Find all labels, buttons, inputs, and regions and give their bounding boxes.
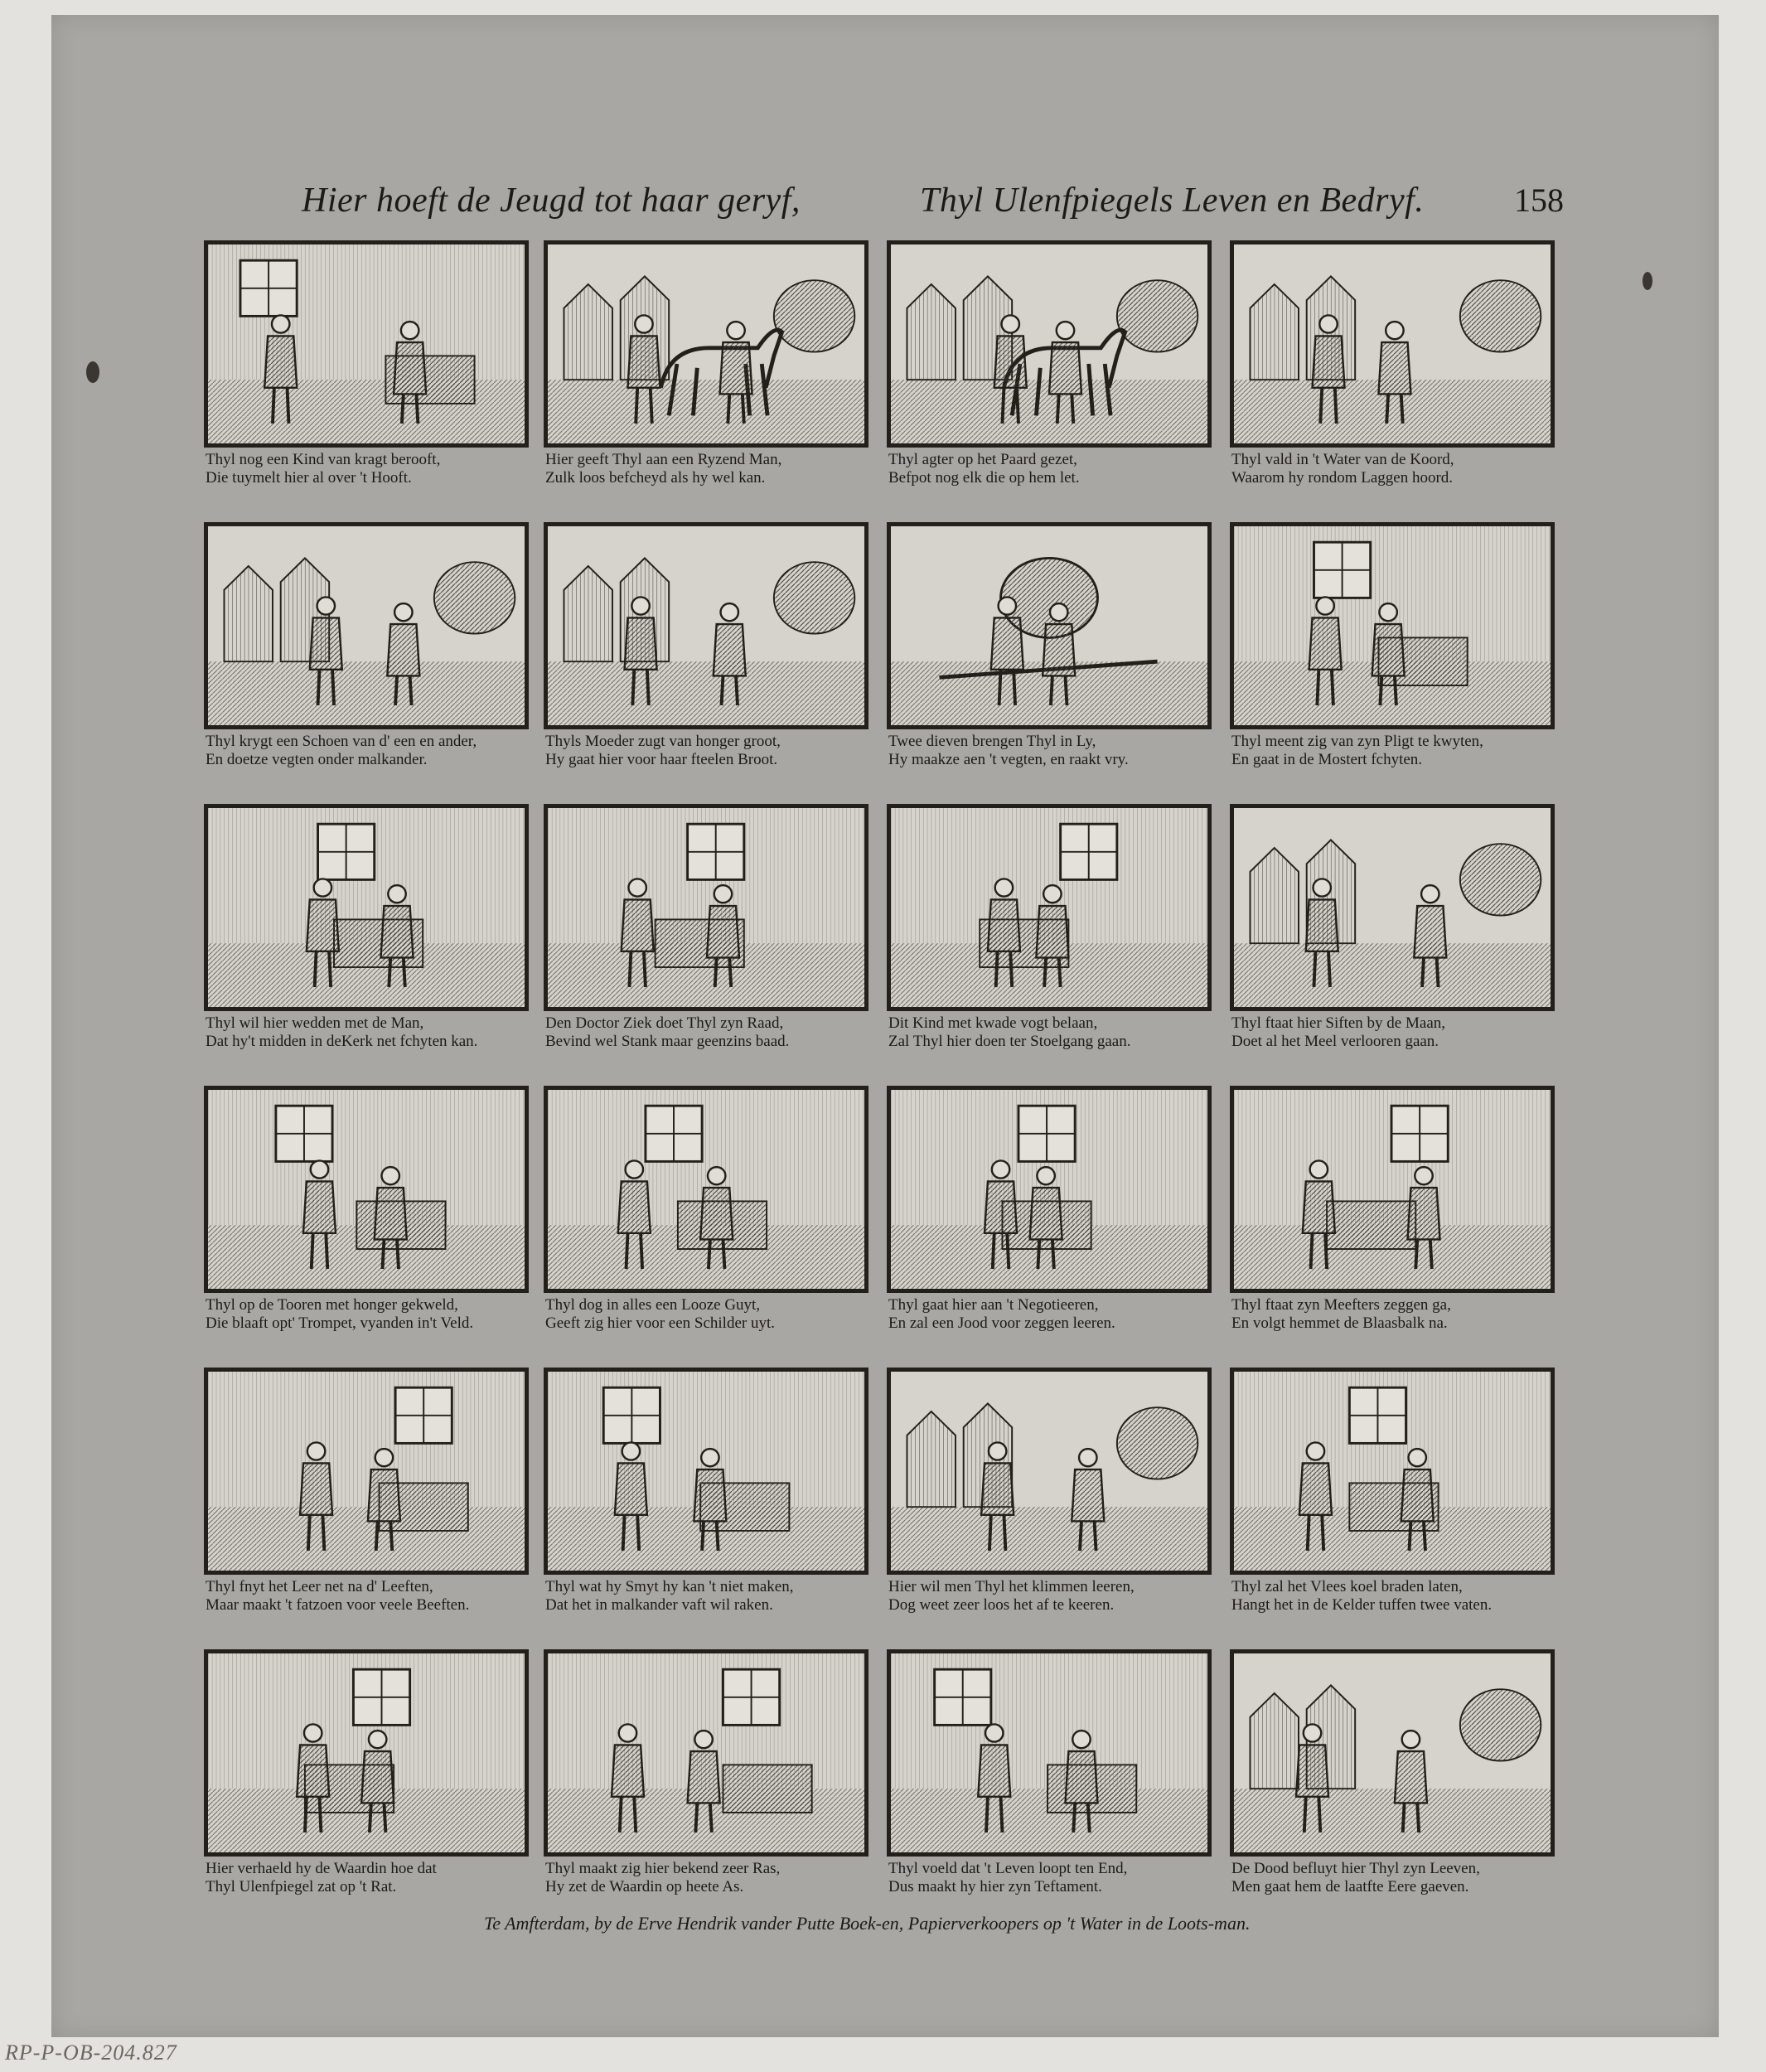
- woodcut-panel: [204, 240, 529, 506]
- caption-line-1: Thyl meent zig van zyn Pligt te kwyten,: [1231, 733, 1483, 750]
- panel-caption: [1231, 1296, 1580, 1333]
- panel-caption: [545, 1578, 893, 1615]
- caption-line-2: Zulk loos befcheyd als hy wel kan.: [545, 469, 766, 487]
- caption-line-1: Thyl agter op het Paard gezet,: [888, 451, 1077, 468]
- ink-blot: [86, 361, 99, 383]
- caption-line-1: Thyl vald in 't Water van de Koord,: [1231, 451, 1454, 468]
- woodcut-panel: [887, 1086, 1212, 1351]
- woodcut-illustration: [204, 1649, 529, 1857]
- woodcut-panel: [204, 522, 529, 787]
- caption-line-2: Waarom hy rondom Laggen hoord.: [1231, 469, 1454, 487]
- panel-caption: [888, 1578, 1236, 1615]
- panel-caption: [545, 451, 893, 487]
- woodcut-panel: [204, 1649, 529, 1915]
- caption-line-2: Dat hy't midden in deKerk net fchyten kan.: [206, 1033, 478, 1050]
- caption-line-2: En gaat in de Mostert fchyten.: [1231, 751, 1423, 768]
- panel-caption: [206, 1860, 554, 1896]
- woodcut-illustration: [887, 1649, 1212, 1857]
- woodcut-panel: [887, 804, 1212, 1069]
- catalog-number: RP-P-OB-204.827: [5, 2041, 177, 2065]
- woodcut-illustration: [204, 522, 529, 729]
- panel-caption: [206, 1296, 554, 1333]
- woodcut-illustration: [544, 1086, 868, 1293]
- woodcut-panel: [204, 804, 529, 1069]
- woodcut-illustration: [544, 1649, 868, 1857]
- caption-line-1: Hier wil men Thyl het klimmen leeren,: [888, 1578, 1135, 1595]
- woodcut-panel: [544, 522, 868, 787]
- caption-line-1: Hier verhaeld hy de Waardin hoe dat: [206, 1860, 437, 1877]
- caption-line-1: Dit Kind met kwade vogt belaan,: [888, 1014, 1098, 1032]
- woodcut-illustration: [544, 240, 868, 448]
- woodcut-panel: [887, 1649, 1212, 1915]
- woodcut-illustration: [887, 522, 1212, 729]
- woodcut-panel: [1230, 804, 1555, 1069]
- woodcut-panel: [544, 1649, 868, 1915]
- woodcut-illustration: [544, 522, 868, 729]
- caption-line-2: Hy maakze aen 't vegten, en raakt vry.: [888, 751, 1129, 768]
- woodcut-panel: [1230, 1649, 1555, 1915]
- woodcut-illustration: [887, 1368, 1212, 1575]
- woodcut-illustration: [1230, 804, 1555, 1011]
- print-sheet: [51, 15, 1719, 2037]
- caption-line-1: Thyl zal het Vlees koel braden laten,: [1231, 1578, 1463, 1595]
- panel-caption: [888, 1296, 1236, 1333]
- woodcut-illustration: [204, 804, 529, 1011]
- caption-line-2: Maar maakt 't fatzoen voor veele Beeften.: [206, 1596, 470, 1614]
- caption-line-2: Geeft zig hier voor een Schilder uyt.: [545, 1314, 775, 1332]
- caption-line-2: Die tuymelt hier al over 't Hooft.: [206, 469, 412, 487]
- print-header: [51, 174, 1719, 232]
- caption-line-1: Thyl gaat hier aan 't Negotieeren,: [888, 1296, 1099, 1314]
- caption-line-1: Thyls Moeder zugt van honger groot,: [545, 733, 781, 750]
- page-number: 158: [1514, 182, 1564, 219]
- caption-line-2: Befpot nog elk die op hem let.: [888, 469, 1080, 487]
- panel-caption: [1231, 1014, 1580, 1051]
- woodcut-illustration: [1230, 1368, 1555, 1575]
- woodcut-illustration: [887, 1086, 1212, 1293]
- panel-caption: [1231, 1578, 1580, 1615]
- panel-caption: [206, 1014, 554, 1051]
- caption-line-2: Dog weet zeer loos het af te keeren.: [888, 1596, 1115, 1614]
- woodcut-illustration: [1230, 1086, 1555, 1293]
- caption-line-2: Bevind wel Stank maar geenzins baad.: [545, 1033, 790, 1050]
- caption-line-1: Thyl fnyt het Leer net na d' Leeften,: [206, 1578, 433, 1595]
- panel-caption: [1231, 1860, 1580, 1896]
- caption-line-1: Hier geeft Thyl aan een Ryzend Man,: [545, 451, 782, 468]
- woodcut-panel: [204, 1368, 529, 1633]
- woodcut-panel: [887, 240, 1212, 506]
- woodcut-illustration: [204, 1086, 529, 1293]
- caption-line-2: Thyl Ulenfpiegel zat op 't Rat.: [206, 1878, 397, 1895]
- panel-caption: [888, 451, 1236, 487]
- caption-line-2: Dat het in malkander vaft wil raken.: [545, 1596, 773, 1614]
- woodcut-illustration: [204, 240, 529, 448]
- caption-line-2: Men gaat hem de laatfte Eere gaeven.: [1231, 1878, 1469, 1895]
- woodcut-panel: [1230, 240, 1555, 506]
- panel-caption: [888, 1860, 1236, 1896]
- publisher-imprint: Te Amfterdam, by de Erve Hendrik vander Putte Boek-en, Papierverkoopers op 't Water in de Loots-man.: [484, 1913, 1251, 1934]
- woodcut-panel: [204, 1086, 529, 1351]
- caption-line-2: Hy gaat hier voor haar fteelen Broot.: [545, 751, 778, 768]
- woodcut-panel: [1230, 1086, 1555, 1351]
- woodcut-panel: [887, 1368, 1212, 1633]
- caption-line-1: Thyl ftaat hier Siften by de Maan,: [1231, 1014, 1446, 1032]
- caption-line-1: Thyl wil hier wedden met de Man,: [206, 1014, 424, 1032]
- panel-caption: [545, 1860, 893, 1896]
- caption-line-1: Thyl maakt zig hier bekend zeer Ras,: [545, 1860, 781, 1877]
- woodcut-panel: [544, 240, 868, 506]
- caption-line-1: Thyl nog een Kind van kragt berooft,: [206, 451, 441, 468]
- caption-line-2: Die blaaft opt' Trompet, vyanden in't Veld.: [206, 1314, 474, 1332]
- caption-line-2: En volgt hemmet de Blaasbalk na.: [1231, 1314, 1448, 1332]
- caption-line-1: Thyl dog in alles een Looze Guyt,: [545, 1296, 761, 1314]
- caption-line-2: Hy zet de Waardin op heete As.: [545, 1878, 744, 1895]
- woodcut-illustration: [1230, 240, 1555, 448]
- ink-blot: [1643, 272, 1652, 290]
- woodcut-panel: [887, 522, 1212, 787]
- woodcut-panel: [544, 804, 868, 1069]
- header-title: Thyl Ulenfpiegels Leven en Bedryf.: [920, 182, 1425, 220]
- woodcut-illustration: [204, 1368, 529, 1575]
- woodcut-illustration: [544, 1368, 868, 1575]
- panel-caption: [545, 1014, 893, 1051]
- panel-caption: [888, 733, 1236, 769]
- caption-line-1: Den Doctor Ziek doet Thyl zyn Raad,: [545, 1014, 784, 1032]
- panel-caption: [545, 1296, 893, 1333]
- panel-caption: [1231, 733, 1580, 769]
- panel-caption: [206, 1578, 554, 1615]
- woodcut-illustration: [887, 804, 1212, 1011]
- panel-caption: [1231, 451, 1580, 487]
- caption-line-2: En zal een Jood voor zeggen leeren.: [888, 1314, 1115, 1332]
- caption-line-2: En doetze vegten onder malkander.: [206, 751, 428, 768]
- caption-line-1: Thyl op de Tooren met honger gekweld,: [206, 1296, 458, 1314]
- woodcut-panel: [1230, 522, 1555, 787]
- caption-line-2: Dus maakt hy hier zyn Teftament.: [888, 1878, 1102, 1895]
- woodcut-illustration: [887, 240, 1212, 448]
- caption-line-1: Thyl ftaat zyn Meefters zeggen ga,: [1231, 1296, 1451, 1314]
- woodcut-panel: [1230, 1368, 1555, 1633]
- caption-line-1: Thyl wat hy Smyt hy kan 't niet maken,: [545, 1578, 794, 1595]
- caption-line-2: Zal Thyl hier doen ter Stoelgang gaan.: [888, 1033, 1131, 1050]
- caption-line-2: Hangt het in de Kelder tuffen twee vaten.: [1231, 1596, 1493, 1614]
- caption-line-2: Doet al het Meel verlooren gaan.: [1231, 1033, 1439, 1050]
- woodcut-panel: [544, 1086, 868, 1351]
- header-left-verse: Hier hoeft de Jeugd tot haar geryf,: [302, 182, 801, 220]
- woodcut-illustration: [1230, 1649, 1555, 1857]
- woodcut-illustration: [1230, 522, 1555, 729]
- woodcut-illustration: [544, 804, 868, 1011]
- caption-line-1: Thyl krygt een Schoen van d' een en ander,: [206, 733, 477, 750]
- panel-caption: [545, 733, 893, 769]
- caption-line-1: Thyl voeld dat 't Leven loopt ten End,: [888, 1860, 1128, 1877]
- panel-caption: [206, 451, 554, 487]
- caption-line-1: Twee dieven brengen Thyl in Ly,: [888, 733, 1096, 750]
- panel-caption: [888, 1014, 1236, 1051]
- panel-caption: [206, 733, 554, 769]
- woodcut-panel: [544, 1368, 868, 1633]
- caption-line-1: De Dood befluyt hier Thyl zyn Leeven,: [1231, 1860, 1480, 1877]
